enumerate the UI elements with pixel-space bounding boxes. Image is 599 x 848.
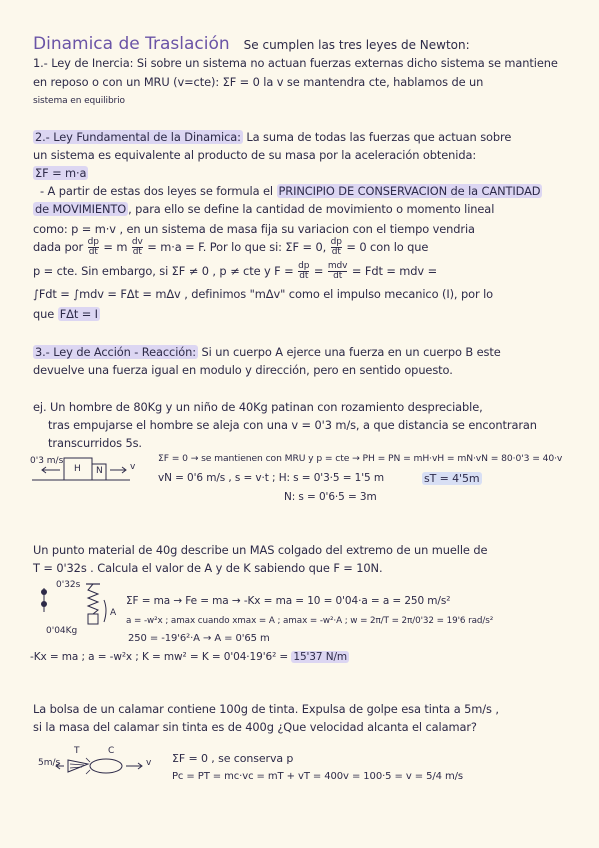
ex2-solution-3: 250 = -19'6²·A → A = 0'65 m [128,633,270,644]
law2-formula-text: ΣF = m·a [35,166,87,180]
title-subtitle: Se cumplen las tres leyes de Newton: [243,38,470,52]
law3-heading: 3.- Ley de Acción - Reacción: [35,345,197,359]
law1-line-1: 1.- Ley de Inercia: Si sobre un sistema no actuan fuerzas externas dicho sistema se mantiene [33,56,558,70]
fig-squid-label: C [108,746,115,756]
left-dot-top [41,589,47,595]
fig-ink-speed: 5m/s [38,758,61,768]
spring-coil [88,584,98,614]
ex1-line-2: tras empujarse el hombre se aleja con una v = 0'3 m/s, a que distancia se encontraran [48,418,537,432]
ink-line-2 [70,767,82,768]
fraction-dp-dt-3: $\frac{dp}{dt}$ [298,261,310,281]
law2-line-9: ∫Fdt = ∫mdv = FΔt = mΔv , definimos "mΔv" como el impulso mecanico (I), por lo [33,287,494,301]
law2-heading: 2.- Ley Fundamental de la Dinamica: [35,130,241,144]
ex1-line-3: transcurridos 5s. [48,436,142,450]
law2-line-8-pre: p = cte. Sin embargo, si ΣF ≠ 0 , p ≠ cte y F = [33,264,294,278]
mass-box [88,614,98,624]
law2-line-2: un sistema es equivalente al producto de su masa por la aceleración obtenida: [33,148,477,162]
law2-line-1-rest: La suma de todas las fuerzas que actuan sobre [242,130,512,144]
ink-line-1 [70,764,84,765]
tentacle-1 [86,758,90,762]
tentacle-2 [86,770,90,774]
page-title [33,34,470,54]
skaters-figure [30,452,150,492]
ex3-line-2: si la masa del calamar sin tinta es de 400g ¿Que velocidad alcanta el calamar? [33,720,477,734]
fraction-dp-dt: $\frac{dp}{dt}$ [87,237,99,257]
law2-line-5-highlight: de MOVIMIENTO [35,202,127,216]
law2-line-7-post: = m·a = F. Por lo que si: ΣF = 0, [147,240,327,254]
law3-line-1 [33,345,501,359]
law2-line-1 [33,130,511,144]
amplitude-brace [104,600,106,622]
ex2-line-1: Un punto material de 40g describe un MAS colgado del extremo de un muelle de [33,543,488,557]
law3-line-2: devuelve una fuerza igual en modulo y dirección, pero en sentido opuesto. [33,363,453,377]
law2-line-8: p = cte. Sin embargo, si ΣF ≠ 0 , p ≠ cte y F = $\frac{dp}{dt}$ = $\frac{\text{mdv}}{dt}$ = Fdt = mdv = [33,261,438,281]
law1-line-2: en reposo o con un MRU (v=cte): ΣF = 0 la v se mantendra cte, hablamos de un [33,75,484,89]
ex2-solution-4-text: -Kx = ma ; a = -w²x ; K = mw² = K = 0'04·19'6² = [30,651,292,663]
title-text: Dinamica de Traslación [33,34,230,54]
ex3-solution-2: Pc = PT = mc·vc = mT + vT = 400v = 100·5 = v = 5/4 m/s [172,771,464,782]
fig-amplitude-label: A [110,608,117,618]
ex1-solution-3: N: s = 0'6·5 = 3m [284,491,377,503]
impulse-formula: FΔt = I [59,307,98,321]
ex2-result: 15'37 N/m [293,651,348,663]
fig-v-label: v [130,462,136,472]
law2-line-6: como: p = m·v , en un sistema de masa fija su variacion con el tiempo vendria [33,222,475,236]
law2-line-7: dada por $\frac{dp}{dt}$ = m $\frac{dv}{dt}$ = m·a = F. Por lo que si: ΣF = 0, $\frac{dp}{dt}$ = 0 con lo que [33,237,429,257]
ex3-solution-1: ΣF = 0 , se conserva p [172,752,294,765]
law2-line-4 [40,184,542,198]
law2-line-8-post: = Fdt = mdv = [351,264,438,278]
fig-period-label: 0'32s [56,580,81,590]
law1-line-3: sistema en equilibrio [33,96,125,106]
fraction-dp-dt-2: $\frac{dp}{dt}$ [330,237,342,257]
law2-line-4-pre: - A partir de estas dos leyes se formula el [40,184,277,198]
law2-line-5-rest: , para ello se define la cantidad de movimiento o momento lineal [128,202,495,216]
squid-body [90,759,122,773]
ex2-line-2: T = 0'32s . Calcula el valor de A y de K sabiendo que F = 10N. [33,561,383,575]
fraction-mdv-dt: $\frac{\text{mdv}}{dt}$ [327,261,348,281]
ex2-solution-2: a = -w²x ; amax cuando xmax = A ; amax = -w²·A ; w = 2π/T = 2π/0'32 = 19'6 rad/s² [126,616,494,626]
ex2-solution-1: ΣF = ma → Fe = ma → -Kx = ma = 10 = 0'04·a = a = 250 m/s² [126,595,451,607]
ex2-solution-4 [30,650,349,664]
ex1-solution-2: vN = 0'6 m/s , s = v·t ; H: s = 0'3·5 = 1'5 m [158,472,384,484]
law2-line-4-highlight: PRINCIPIO DE CONSERVACION de la CANTIDAD [278,184,541,198]
spring-figure [38,580,118,640]
left-dot-bottom [41,601,47,607]
ex3-line-1: La bolsa de un calamar contiene 100g de tinta. Expulsa de golpe esa tinta a 5m/s , [33,702,499,716]
law2-formula [33,166,88,180]
fig-speed-label: 0'3 m/s [30,456,64,466]
fig-squid-v: v [146,758,152,768]
ex1-total [422,472,482,486]
ex1-line-1: ej. Un hombre de 80Kg y un niño de 40Kg patinan con rozamiento despreciable, [33,400,483,414]
ex1-total-text: sT = 4'5m [424,472,480,485]
ink-cloud [68,760,88,772]
fig-mass-label: 0'04Kg [46,626,78,636]
law2-line-7-pre: dada por [33,240,84,254]
fraction-dv-dt: $\frac{dv}{dt}$ [131,237,143,257]
law2-line-10-pre: que [33,307,58,321]
fig-child-label: N [96,466,103,476]
law2-line-10 [33,307,100,321]
law3-line-1-rest: Si un cuerpo A ejerce una fuerza en un cuerpo B este [198,345,501,359]
fig-man-label: H [74,464,81,474]
fig-ink-label: T [74,746,80,756]
law2-line-7-end: = 0 con lo que [346,240,429,254]
squid-figure [38,746,168,782]
ex1-solution-1: ΣF = 0 → se mantienen con MRU y p = cte → PH = PN = mH·vH = mN·vN = 80·0'3 = 40·v [158,453,563,464]
law2-line-5 [33,202,494,216]
